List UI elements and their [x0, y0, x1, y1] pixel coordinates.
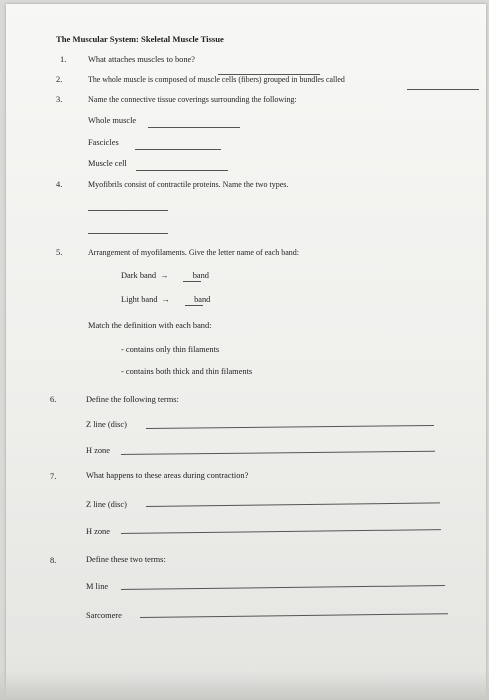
q5-light-suffix: band: [194, 295, 211, 304]
q2-text: The whole muscle is composed of muscle cells (fibers) grouped in bundles called: [88, 75, 345, 84]
q5-number: 5.: [56, 248, 63, 257]
q3-fascicles-line[interactable]: [135, 149, 221, 150]
q3-item-muscle-cell: Muscle cell: [88, 159, 127, 168]
q5-dark-suffix: band: [192, 271, 209, 280]
q4-text: Myofibrils consist of contractile proteins. Name the two types.: [88, 180, 289, 189]
q7-term-z-line: Z line (disc): [86, 500, 127, 509]
q5-definition-2: - contains both thick and thin filaments: [121, 367, 253, 376]
q3-item-whole-muscle: Whole muscle: [88, 116, 137, 125]
q5-dark-answer-line[interactable]: [183, 281, 201, 282]
q7-number: 7.: [50, 472, 57, 481]
q1-text: What attaches muscles to bone?: [88, 55, 195, 64]
q5-definition-1: - contains only thin filaments: [121, 345, 220, 354]
q7-text: What happens to these areas during contraction?: [86, 471, 249, 480]
q4-answer-line-1[interactable]: [88, 210, 168, 211]
q3-item-fascicles: Fascicles: [88, 138, 119, 147]
q3-text: Name the connective tissue coverings surrounding the following:: [88, 95, 297, 104]
q4-number: 4.: [56, 180, 63, 189]
q8-term-sarcomere: Sarcomere: [86, 611, 122, 620]
q6-text: Define the following terms:: [86, 395, 179, 404]
q7-term-h-zone: H zone: [86, 527, 110, 536]
q6-term-z-line: Z line (disc): [86, 420, 127, 429]
q2-answer-line[interactable]: [407, 89, 479, 90]
worksheet-page: [6, 4, 486, 698]
worksheet-title: The Muscular System: Skeletal Muscle Tissue: [56, 34, 224, 44]
q8-number: 8.: [50, 556, 57, 565]
q5-match-text: Match the definition with each band:: [88, 321, 212, 330]
arrow-right-icon: →: [160, 271, 169, 280]
q5-light-answer-line[interactable]: [185, 305, 203, 306]
q8-text: Define these two terms:: [86, 555, 166, 564]
q3-whole-muscle-line[interactable]: [148, 127, 240, 128]
q2-number: 2.: [56, 75, 63, 84]
q6-term-h-zone: H zone: [86, 446, 110, 455]
q1-number: 1.: [60, 55, 67, 64]
q5-light-band-label: [121, 296, 210, 304]
q5-dark-band-label: [121, 272, 209, 280]
q8-term-m-line: M line: [86, 582, 109, 591]
bottom-shadow: [0, 670, 489, 700]
q6-number: 6.: [50, 395, 57, 404]
q5-light-label: Light band: [121, 295, 158, 304]
q3-muscle-cell-line[interactable]: [136, 170, 228, 171]
q3-number: 3.: [56, 95, 63, 104]
arrow-right-icon: →: [161, 295, 170, 304]
q4-answer-line-2[interactable]: [88, 233, 168, 234]
q5-dark-label: Dark band: [121, 271, 157, 280]
q5-text: Arrangement of myofilaments. Give the letter name of each band:: [88, 248, 300, 257]
